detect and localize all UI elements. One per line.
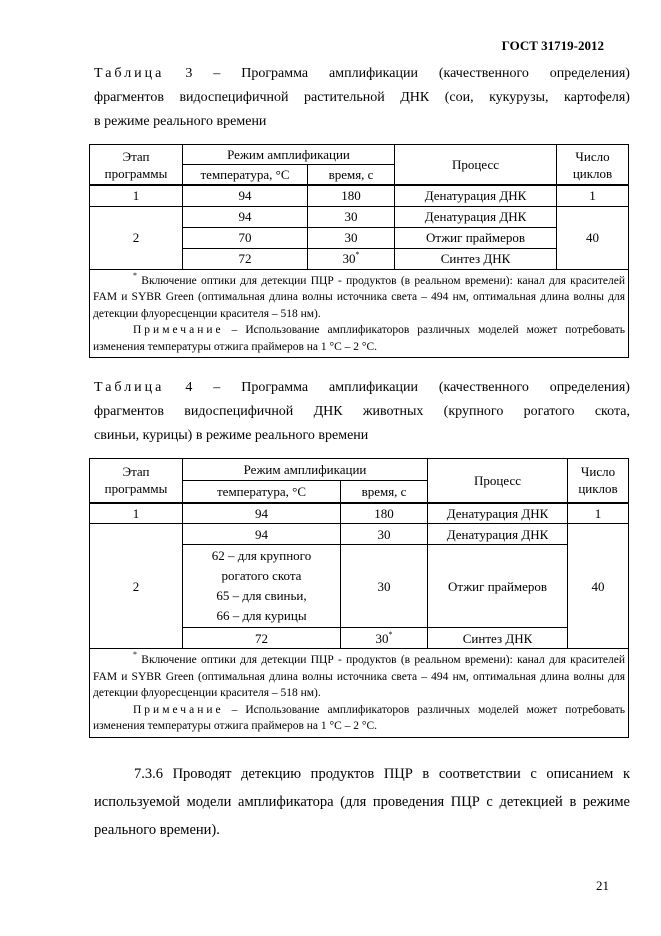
cell-temperature: 72 bbox=[183, 628, 341, 649]
header-time: время, с bbox=[341, 481, 428, 503]
footnote-text: Включение оптики для детекции ПЦР - продуктов (в реальном времени): канал для красителей FAM и SYBR Green (оптимальная длина волны источника света – 494 нм, оптимальная длина волны для детекции флуоресценции красителя – 518 нм). bbox=[93, 274, 626, 320]
cell-stage: 2 bbox=[90, 524, 183, 649]
caption-word: фрагментов bbox=[94, 90, 164, 105]
table-footnote bbox=[90, 269, 629, 358]
note-label: Примечание bbox=[133, 703, 224, 716]
caption-word: определения) bbox=[549, 66, 630, 81]
cell-temperature: 70 bbox=[183, 227, 308, 248]
caption-word: амплификации bbox=[329, 380, 418, 395]
caption-word: ДНК bbox=[313, 404, 343, 419]
cell-time: 30 bbox=[308, 227, 395, 248]
cell-process: Синтез ДНК bbox=[395, 248, 557, 269]
header-cycles: Число циклов bbox=[557, 145, 629, 186]
cell-temperature: 94 bbox=[183, 185, 308, 206]
caption-word: Программа bbox=[241, 66, 309, 81]
cell-temperature: 62 – для крупного рогатого скота 65 – для свиньи, 66 – для курицы bbox=[183, 545, 341, 628]
section-paragraph bbox=[94, 760, 630, 844]
caption-word: растительной bbox=[304, 90, 385, 105]
footnote-marker: * bbox=[133, 270, 137, 280]
caption-word: животных bbox=[362, 404, 424, 419]
cell-temperature: 94 bbox=[183, 503, 341, 524]
header-stage: Этап программы bbox=[90, 459, 183, 503]
caption-word: определения) bbox=[549, 380, 630, 395]
header-stage: Этап программы bbox=[90, 145, 183, 186]
caption-line: свиньи, курицы) в режиме реального времени bbox=[94, 428, 369, 443]
cell-cycles: 40 bbox=[557, 206, 629, 269]
cell-temperature: 72 bbox=[183, 248, 308, 269]
caption-word: (сои, bbox=[444, 90, 474, 105]
caption-word: ДНК bbox=[400, 90, 430, 105]
cell-process: Денатурация ДНК bbox=[395, 185, 557, 206]
table-3 bbox=[89, 144, 629, 358]
caption-word: 3 bbox=[185, 66, 193, 81]
section-text: 7.3.6 Проводят детекцию продуктов ПЦР в соответствии с описанием к используемой модели амплификатора (для проведения ПЦР с детекцией в режиме реального времени). bbox=[94, 766, 630, 838]
cell-cycles: 40 bbox=[568, 524, 629, 649]
header-time: время, с bbox=[308, 165, 395, 186]
caption-word: 4 bbox=[185, 380, 193, 395]
header-process: Процесс bbox=[428, 459, 568, 503]
table-footnote bbox=[90, 649, 629, 738]
caption-word: скота, bbox=[594, 404, 630, 419]
table-4 bbox=[89, 458, 629, 738]
cell-time: 30 bbox=[341, 524, 428, 545]
footnote-marker: * bbox=[133, 650, 137, 659]
caption-word: фрагментов bbox=[94, 404, 164, 419]
header-cycles: Число циклов bbox=[568, 459, 629, 503]
header-mode: Режим амплификации bbox=[183, 145, 395, 165]
cell-cycles: 1 bbox=[568, 503, 629, 524]
caption-word: кукурузы, bbox=[489, 90, 549, 105]
cell-process: Отжиг праймеров bbox=[395, 227, 557, 248]
cell-stage: 2 bbox=[90, 206, 183, 269]
caption-word: рогатого bbox=[523, 404, 575, 419]
table4-caption bbox=[94, 376, 630, 448]
table-word: Таблица bbox=[94, 66, 165, 81]
cell-process: Синтез ДНК bbox=[428, 628, 568, 649]
cell-time: 180 bbox=[308, 185, 395, 206]
footnote-marker: * bbox=[388, 629, 393, 639]
caption-word: видоспецифичной bbox=[179, 90, 289, 105]
cell-temperature: 94 bbox=[183, 206, 308, 227]
cell-time: 30* bbox=[308, 248, 395, 269]
caption-word: (качественного bbox=[438, 66, 529, 81]
caption-word: амплификации bbox=[329, 66, 418, 81]
caption-word: – bbox=[213, 380, 221, 395]
cell-temperature: 94 bbox=[183, 524, 341, 545]
note-text: – Использование амплификаторов различных моделей может потребовать изменения температуры отжига праймеров на 1 °С – 2 °С. bbox=[93, 703, 626, 732]
header-temperature: температура, °С bbox=[183, 165, 308, 186]
cell-time: 30* bbox=[341, 628, 428, 649]
header-process: Процесс bbox=[395, 145, 557, 186]
header-mode: Режим амплификации bbox=[183, 459, 428, 481]
note-text: – Использование амплификаторов различных моделей может потребовать изменения температуры отжига праймеров на 1 °С – 2 °С. bbox=[93, 324, 626, 353]
table-word: Таблица bbox=[94, 380, 165, 395]
caption-word: картофеля) bbox=[564, 90, 630, 105]
header-temperature: температура, °С bbox=[183, 481, 341, 503]
cell-cycles: 1 bbox=[557, 185, 629, 206]
cell-process: Денатурация ДНК bbox=[395, 206, 557, 227]
cell-process: Денатурация ДНК bbox=[428, 503, 568, 524]
cell-stage: 1 bbox=[90, 503, 183, 524]
footnote-marker: * bbox=[355, 250, 360, 259]
cell-process: Денатурация ДНК bbox=[428, 524, 568, 545]
document-id: ГОСТ 31719-2012 bbox=[501, 38, 604, 53]
caption-line: в режиме реального времени bbox=[94, 114, 267, 129]
note-label: Примечание bbox=[133, 324, 224, 336]
cell-time: 30 bbox=[308, 206, 395, 227]
table3-caption bbox=[94, 62, 630, 134]
cell-process: Отжиг праймеров bbox=[428, 545, 568, 628]
caption-word: (качественного bbox=[438, 380, 529, 395]
caption-word: видоспецифичной bbox=[184, 404, 294, 419]
cell-stage: 1 bbox=[90, 185, 183, 206]
cell-time: 30 bbox=[341, 545, 428, 628]
cell-time: 180 bbox=[341, 503, 428, 524]
caption-word: (крупного bbox=[443, 404, 504, 419]
footnote-text: Включение оптики для детекции ПЦР - продуктов (в реальном времени): канал для красителей FAM и SYBR Green (оптимальная длина волны источника света – 494 нм, оптимальная длина волны для детекции флуоресценции красителя – 518 нм). bbox=[93, 654, 626, 699]
caption-word: – bbox=[213, 66, 221, 81]
caption-word: Программа bbox=[241, 380, 309, 395]
page-number: 21 bbox=[596, 878, 609, 893]
